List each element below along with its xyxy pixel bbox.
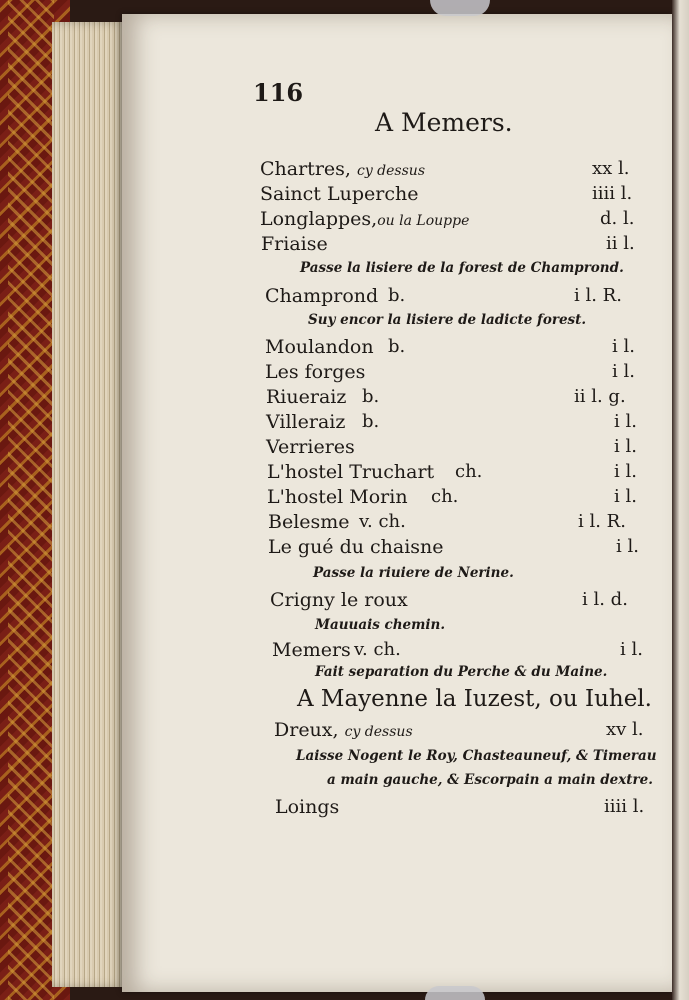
entry-distance: i l. <box>614 436 637 457</box>
entry-place: Les forges <box>265 361 366 383</box>
entry-place: Le gué du chaisne <box>268 536 444 558</box>
entry-place: Champrond <box>265 285 379 307</box>
entry-place: L'hostel Truchart <box>267 461 435 483</box>
entry-code: b. <box>388 285 406 306</box>
entry-distance: ii l. <box>606 233 635 254</box>
entry-place: Verrieres <box>266 436 355 458</box>
entry-place: Villeraiz <box>266 411 346 433</box>
entry-distance: i l. <box>614 461 637 482</box>
entry-place: Belesme <box>268 511 350 533</box>
entry-distance: ii l. g. <box>574 386 626 407</box>
entry-distance: xv l. <box>606 719 644 740</box>
route-note: Passe la riuiere de Nerine. <box>313 565 514 581</box>
entry-distance: xx l. <box>592 158 630 179</box>
entry-place: Chartres, cy dessus <box>260 158 426 180</box>
entry-place: Loings <box>275 796 340 818</box>
route-note: Suy encor la lisiere de ladicte forest. <box>308 312 587 328</box>
section-heading: A Mayenne la Iuzest, ou Iuhel. <box>297 686 652 712</box>
entry-distance: i l. <box>614 411 637 432</box>
route-note: Fait separation du Perche & du Maine. <box>315 664 608 680</box>
route-note: Mauuais chemin. <box>315 617 446 633</box>
entry-place: L'hostel Morin <box>267 486 408 508</box>
entry-place: Crigny le roux <box>270 589 408 611</box>
entry-code: b. <box>362 386 380 407</box>
entry-distance: i l. R. <box>578 511 626 532</box>
entry-code: b. <box>362 411 380 432</box>
route-note: Passe la lisiere de la forest de Champrond. <box>300 260 624 276</box>
entry-distance: i l. <box>616 536 639 557</box>
entry-distance: iiii l. <box>592 183 633 204</box>
facing-page-edge <box>672 0 689 1000</box>
entry-place: Friaise <box>261 233 328 255</box>
entry-code: ch. <box>455 461 483 482</box>
entry-distance: i l. <box>620 639 643 660</box>
page-clip-top <box>430 0 490 16</box>
entry-place: Dreux, cy dessus <box>274 719 413 741</box>
running-title: A Memers. <box>375 108 513 137</box>
entry-code: v. ch. <box>354 639 401 660</box>
entry-place: Sainct Luperche <box>260 183 419 205</box>
route-note: Laisse Nogent le Roy, Chasteauneuf, & Timerau <box>296 748 657 764</box>
page-clip-bottom <box>425 986 485 1000</box>
entry-code: ch. <box>431 486 459 507</box>
entry-place: Riueraiz <box>266 386 347 408</box>
entry-distance: i l. <box>614 486 637 507</box>
page-edges <box>52 22 124 987</box>
entry-distance: i l. <box>612 336 635 357</box>
entry-distance: i l. d. <box>582 589 628 610</box>
entry-place: Moulandon <box>265 336 374 358</box>
page-number: 116 <box>253 78 304 107</box>
entry-place: Memers <box>272 639 351 661</box>
route-note: a main gauche, & Escorpain a main dextre. <box>327 772 653 788</box>
entry-distance: i l. <box>612 361 635 382</box>
entry-place: Longlappes,ou la Louppe <box>260 208 470 230</box>
entry-distance: iiii l. <box>604 796 645 817</box>
entry-distance: d. l. <box>600 208 635 229</box>
entry-distance: i l. R. <box>574 285 622 306</box>
entry-code: b. <box>388 336 406 357</box>
entry-code: v. ch. <box>359 511 406 532</box>
